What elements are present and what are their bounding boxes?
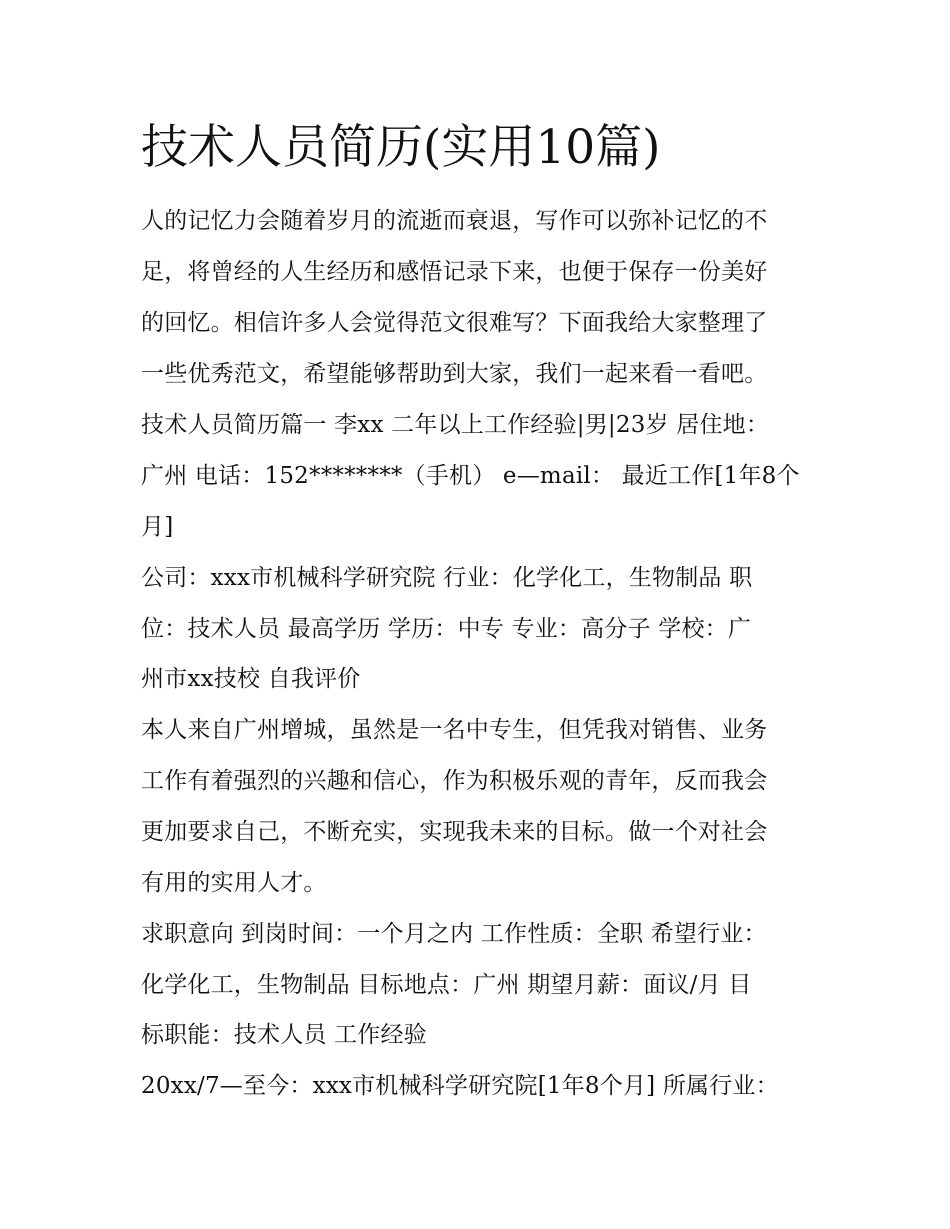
body-line: 求职意向 到岗时间：一个月之内 工作性质：全职 希望行业： xyxy=(141,921,767,947)
body-line: 20xx/7—至今：xxx市机械科学研究院[1年8个月] 所属行业： xyxy=(141,1073,779,1099)
body-line: 一些优秀范文，希望能够帮助到大家，我们一起来看一看吧。 xyxy=(141,361,768,387)
body-line: 标职能：技术人员 工作经验 xyxy=(141,1022,427,1048)
body-line: 本人来自广州增城，虽然是一名中专生，但凭我对销售、业务 xyxy=(141,717,768,743)
body-line: 月] xyxy=(141,514,174,540)
body-line: 技术人员简历篇一 李xx 二年以上工作经验|男|23岁 居住地： xyxy=(141,412,770,438)
body-line: 有用的实用人才。 xyxy=(141,870,327,896)
body-line: 更加要求自己，不断充实，实现我未来的目标。做一个对社会 xyxy=(141,819,768,845)
body-line: 州市xx技校 自我评价 xyxy=(141,666,361,692)
body-line: 足，将曾经的人生经历和感悟记录下来，也便于保存一份美好 xyxy=(141,259,768,285)
body-line: 化学化工，生物制品 目标地点：广州 期望月薪：面议/月 目 xyxy=(141,972,752,998)
body-line: 人的记忆力会随着岁月的流逝而衰退，写作可以弥补记忆的不 xyxy=(141,208,768,234)
document-title: 技术人员简历(实用10篇) xyxy=(141,120,661,175)
body-line: 工作有着强烈的兴趣和信心，作为积极乐观的青年，反而我会 xyxy=(141,768,768,794)
body-line: 广州 电话：152********（手机） e—mail： 最近工作[1年8个 xyxy=(141,463,800,489)
body-line: 的回忆。相信许多人会觉得范文很难写？下面我给大家整理了 xyxy=(141,310,768,336)
body-line: 位：技术人员 最高学历 学历：中专 专业：高分子 学校：广 xyxy=(141,616,752,642)
body-line: 公司：xxx市机械科学研究院 行业：化学化工，生物制品 职 xyxy=(141,565,753,591)
